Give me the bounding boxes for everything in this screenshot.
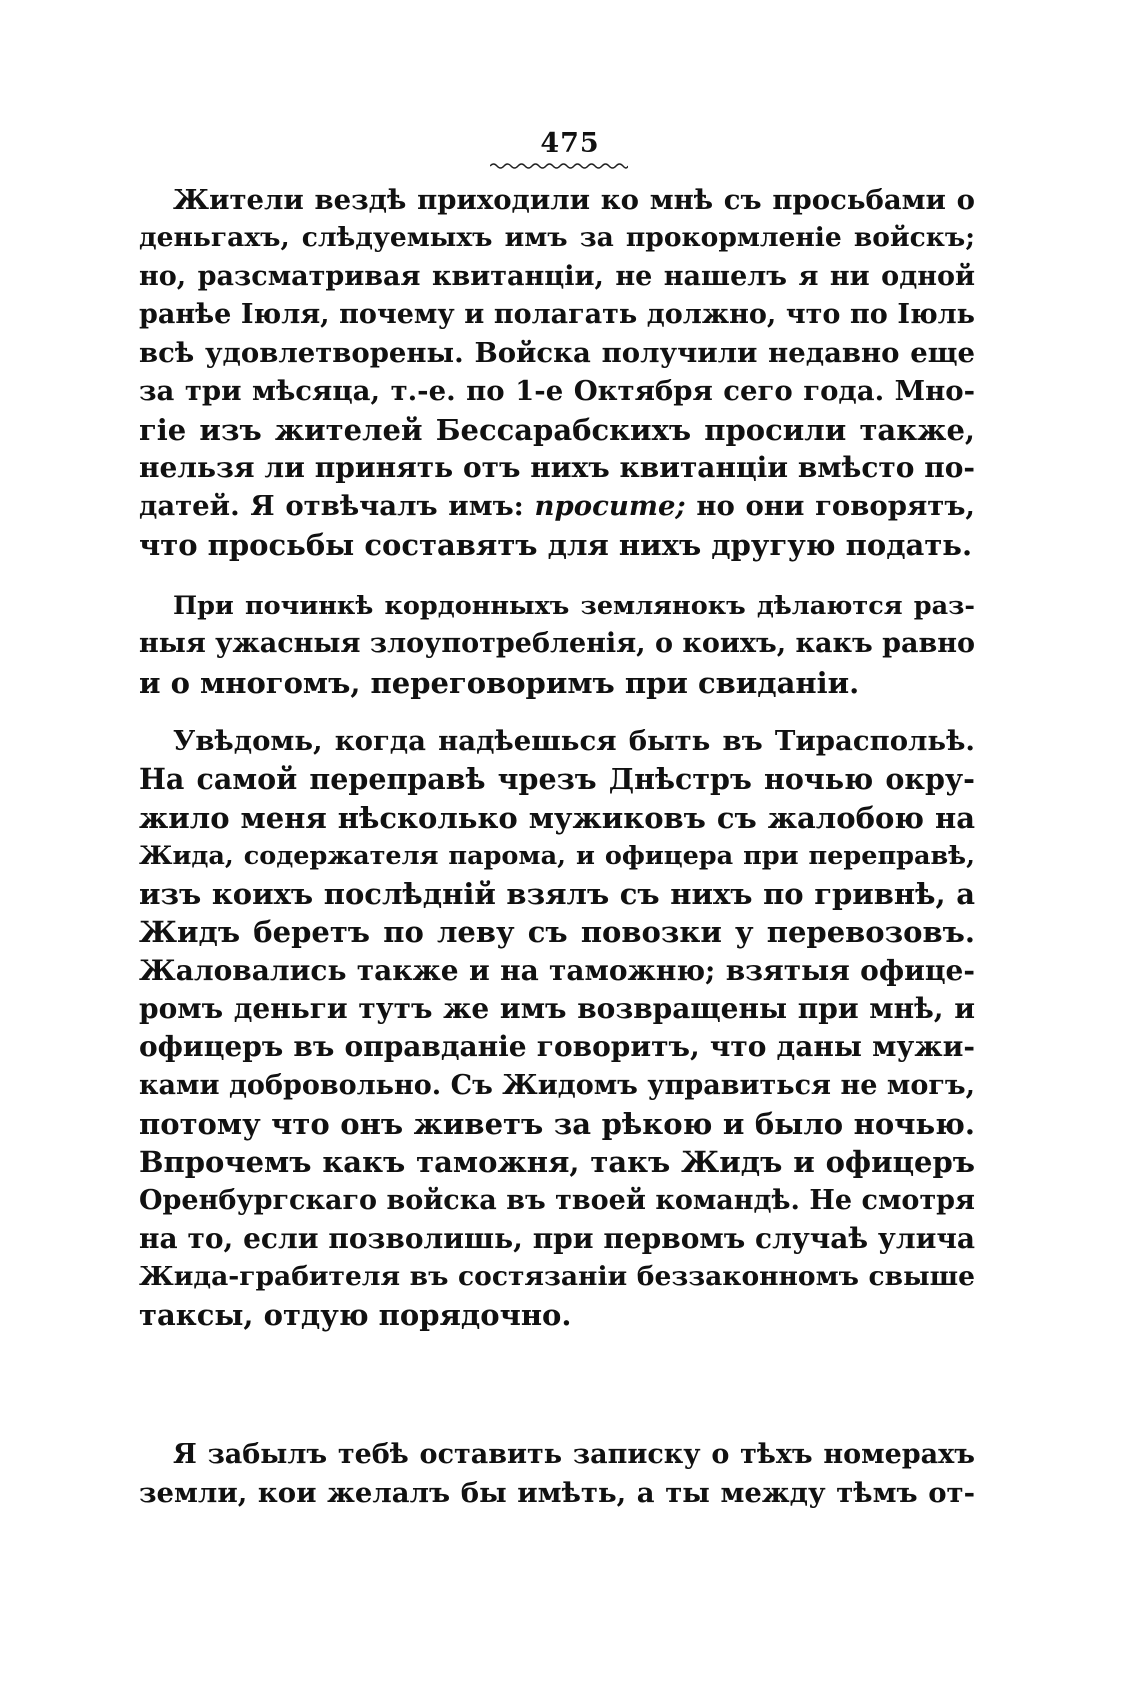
page-number: 475: [540, 128, 600, 159]
text-line: Жители вездѣ приходили ко мнѣ съ просьбами о: [173, 184, 975, 216]
text-line: Жида-грабителя въ состязаніи беззаконномъ свыше: [139, 1261, 975, 1293]
text-line: ромъ деньги тутъ же имъ возвращены при мнѣ, и: [139, 992, 975, 1026]
text-line: ками добровольно. Съ Жидомъ управиться не могъ,: [139, 1069, 975, 1101]
text-line: земли, кои желалъ бы имѣть, а ты между тѣмъ от-: [139, 1477, 975, 1510]
text-line: Оренбургскаго войска въ твоей командѣ. Не смотря: [139, 1184, 975, 1216]
paragraph-3: [139, 722, 975, 1335]
text-line: что просьбы составятъ для нихъ другую подать.: [139, 527, 973, 562]
paragraph-4: [139, 1436, 975, 1513]
text-line: При починкѣ кордонныхъ землянокъ дѣлаются раз-: [173, 591, 975, 621]
text-line: и о многомъ, переговоримъ при свиданіи.: [139, 665, 860, 700]
text-line: нельзя ли принять отъ нихъ квитанціи вмѣсто по-: [139, 451, 975, 485]
text-line: ранѣе Іюля, почему и полагать должно, что по Іюль: [139, 298, 975, 330]
text-line-part: датей. Я отвѣчалъ имъ:: [139, 490, 535, 523]
text-line: но, разсматривая квитанціи, не нашелъ я ни одной: [139, 260, 975, 292]
text-line: изъ коихъ послѣдній взялъ съ нихъ по гривнѣ, а: [139, 877, 975, 912]
text-line: таксы, отдую порядочно.: [139, 1298, 572, 1333]
text-line: [139, 487, 975, 525]
text-line: На самой переправѣ чрезъ Днѣстръ ночью окру-: [139, 762, 975, 797]
text-line: гіе изъ жителей Бессарабскихъ просили также,: [139, 412, 975, 447]
text-line-part: но они говорятъ,: [685, 490, 975, 523]
paragraph-1: [139, 181, 975, 564]
page-number-ornament: [490, 162, 628, 170]
text-line: на то, если позволишь, при первомъ случаѣ улича: [139, 1221, 975, 1255]
text-line: Впрочемъ какъ таможня, такъ Жидъ и офицеръ: [139, 1145, 975, 1180]
text-line: Жида, содержателя парома, и офицера при переправѣ,: [139, 840, 975, 871]
italic-word: просите;: [534, 490, 686, 523]
text-line: жило меня нѣсколько мужиковъ съ жалобою на: [139, 800, 975, 835]
text-line: ныя ужасныя злоупотребленія, о коихъ, какъ равно: [139, 628, 975, 660]
text-line: Я забылъ тебѣ оставить записку о тѣхъ номерахъ: [173, 1439, 975, 1470]
text-line: офицеръ въ оправданіе говоритъ, что даны мужи-: [139, 1030, 975, 1064]
text-line: всѣ удовлетворены. Войска получили недавно еще: [139, 337, 975, 370]
text-line: потому что онъ живетъ за рѣкою и было ночью.: [139, 1106, 975, 1141]
text-line: деньгахъ, слѣдуемыхъ имъ за прокормленіе войскъ;: [139, 222, 975, 254]
text-line: за три мѣсяца, т.-е. по 1-е Октября сего года. Мно-: [139, 375, 975, 408]
text-line: Жидъ беретъ по леву съ повозки у перевозовъ.: [139, 915, 975, 950]
text-line: Жаловались также и на таможню; взятыя офице-: [139, 953, 975, 987]
paragraph-2: [139, 587, 975, 702]
text-line: Увѣдомь, когда надѣешься быть въ Тираспольѣ.: [173, 725, 975, 757]
